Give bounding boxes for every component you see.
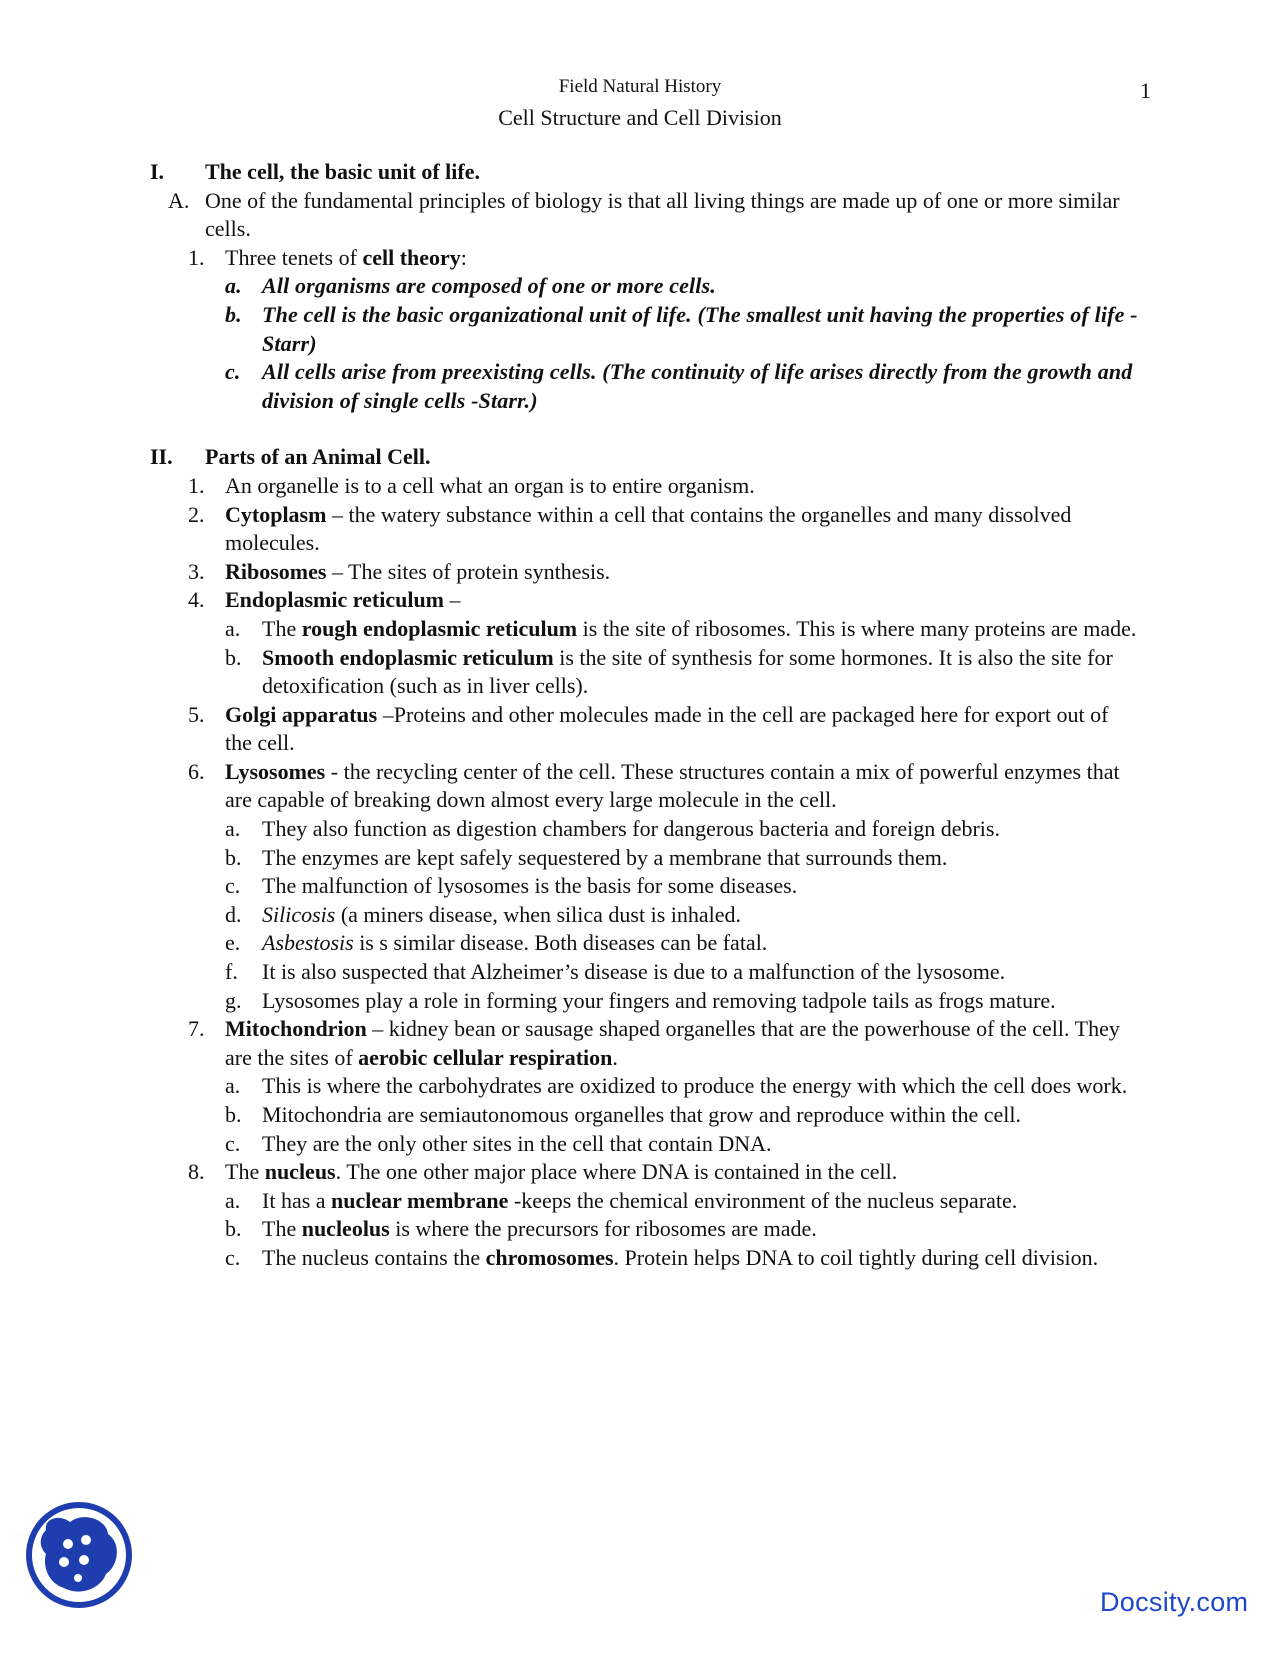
sub-item <box>0 1130 1280 1159</box>
list-marker: d. <box>225 901 242 927</box>
list-text: They also function as digestion chambers for dangerous bacteria and foreign debris. <box>262 816 1000 842</box>
list-text: An organelle is to a cell what an organ is to entire organism. <box>225 472 755 498</box>
term: chromosomes <box>485 1244 614 1270</box>
list-item <box>0 758 1280 815</box>
list-text: The nucleus contains the chromosomes. Protein helps DNA to coil tightly during cell division. <box>262 1244 1099 1270</box>
term: Lysosomes <box>225 758 326 784</box>
list-marker: b. <box>225 644 242 670</box>
document-title: Cell Structure and Cell Division <box>498 105 782 130</box>
list-text: The rough endoplasmic reticulum is the site of ribosomes. This is where many proteins are made. <box>262 615 1137 641</box>
list-item <box>0 472 1280 501</box>
term: Golgi apparatus <box>225 701 378 727</box>
list-marker: e. <box>225 930 241 956</box>
list-marker: 6. <box>188 758 205 784</box>
list-text: The enzymes are kept safely sequestered by a membrane that surrounds them. <box>262 844 948 870</box>
list-marker: c. <box>225 873 241 899</box>
list-marker: A. <box>168 187 190 213</box>
list-marker: f. <box>225 959 238 985</box>
sub-item <box>0 958 1280 987</box>
term: Silicosis <box>262 901 336 927</box>
list-marker: g. <box>225 987 242 1013</box>
section-marker: II. <box>150 444 173 470</box>
sub-item <box>0 615 1280 644</box>
sub-item <box>0 644 1280 701</box>
list-text: The nucleus. The one other major place where DNA is contained in the cell. <box>225 1159 898 1185</box>
list-text: One of the fundamental principles of biology is that all living things are made up of one or more similar cells. <box>205 187 1120 242</box>
document-body <box>0 158 1280 1273</box>
course-title: Field Natural History <box>558 76 722 97</box>
sub-item <box>0 1215 1280 1244</box>
list-text: Three tenets of cell theory: <box>225 244 467 270</box>
list-marker: a. <box>225 615 241 641</box>
list-text: Silicosis (a miners disease, when silica dust is inhaled. <box>262 901 742 927</box>
term: nucleus <box>264 1159 336 1185</box>
list-text: Golgi apparatus –Proteins and other molecules made in the cell are packaged here for export out of the cell. <box>225 701 1109 756</box>
term: nucleolus <box>301 1216 390 1242</box>
list-text: Lysosomes play a role in forming your fingers and removing tadpole tails as frogs mature. <box>262 987 1056 1013</box>
term: Asbestosis <box>262 930 354 956</box>
list-marker: a. <box>225 1073 241 1099</box>
section-title: The cell, the basic unit of life. <box>205 159 480 184</box>
section-marker: I. <box>150 159 165 184</box>
term: cell theory <box>362 244 461 270</box>
list-text: Cytoplasm – the watery substance within a cell that contains the organelles and many dissolved molecules. <box>225 501 1072 556</box>
list-text: Mitochondrion – kidney bean or sausage shaped organelles that are the powerhouse of the cell. They are the sites of aerobic cellular respiration. <box>225 1016 1120 1070</box>
list-text: All cells arise from preexisting cells. (The continuity of life arises directly from the growth and division of single cells -Starr.) <box>262 359 1133 413</box>
list-marker: b. <box>225 844 242 870</box>
list-marker: 1. <box>188 244 205 270</box>
list-marker: 3. <box>188 558 205 584</box>
sub-item <box>0 929 1280 958</box>
list-item <box>0 244 1280 273</box>
term: Smooth endoplasmic reticulum <box>262 644 554 670</box>
list-text: Ribosomes – The sites of protein synthesis. <box>225 558 611 584</box>
list-text: Smooth endoplasmic reticulum is the site of synthesis for some hormones. It is also the site for detoxification (such as in liver cells). <box>262 644 1113 699</box>
sub-item <box>0 1101 1280 1130</box>
list-text: It has a nuclear membrane -keeps the chemical environment of the nucleus separate. <box>262 1187 1018 1213</box>
list-item <box>0 701 1280 758</box>
sub-item <box>0 987 1280 1016</box>
list-marker: 1. <box>188 472 205 498</box>
list-item <box>0 1158 1280 1187</box>
term: aerobic cellular respiration <box>358 1044 613 1070</box>
list-text: This is where the carbohydrates are oxidized to produce the energy with which the cell does work. <box>262 1073 1128 1099</box>
section-2-heading <box>0 443 1280 472</box>
list-marker: b. <box>225 1102 242 1127</box>
sub-item <box>0 1244 1280 1273</box>
sub-item <box>0 901 1280 930</box>
term: Endoplasmic reticulum <box>225 587 445 613</box>
list-text: The malfunction of lysosomes is the basis for some diseases. <box>262 873 798 899</box>
term: Mitochondrion <box>225 1016 367 1042</box>
list-text: The cell is the basic organizational unit of life. (The smallest unit having the properties of life - Starr) <box>262 301 1138 356</box>
list-marker: b. <box>225 301 242 327</box>
list-marker: a. <box>225 273 242 299</box>
section-title: Parts of an Animal Cell. <box>205 444 431 470</box>
section-1-heading <box>0 158 1280 187</box>
list-text: Mitochondria are semiautonomous organelles that grow and reproduce within the cell. <box>262 1102 1021 1127</box>
list-marker: a. <box>225 1187 241 1213</box>
list-marker: c. <box>225 1244 241 1270</box>
tenet-item <box>0 301 1280 358</box>
list-text: Asbestosis is s similar disease. Both diseases can be fatal. <box>262 930 768 956</box>
list-text: It is also suspected that Alzheimer’s disease is due to a malfunction of the lysosome. <box>262 959 1006 985</box>
list-item <box>0 1015 1280 1072</box>
list-marker: 5. <box>188 701 205 727</box>
tenet-item <box>0 272 1280 301</box>
list-text: The nucleolus is where the precursors for ribosomes are made. <box>262 1216 817 1242</box>
list-text: All organisms are composed of one or more cells. <box>262 273 716 299</box>
list-marker: c. <box>225 1130 241 1156</box>
list-marker: 4. <box>188 587 205 613</box>
list-item <box>0 187 1280 244</box>
term: nuclear membrane <box>331 1187 509 1213</box>
list-marker: c. <box>225 359 241 385</box>
docsity-logo-icon[interactable] <box>24 1500 134 1610</box>
term: Cytoplasm <box>225 501 327 527</box>
sub-item <box>0 872 1280 901</box>
page-number: 1 <box>1140 78 1151 103</box>
list-text: They are the only other sites in the cell that contain DNA. <box>262 1130 772 1156</box>
sub-item <box>0 844 1280 873</box>
list-marker: 7. <box>188 1016 205 1042</box>
list-text: Lysosomes - the recycling center of the cell. These structures contain a mix of powerful enzymes that are capable of breaking down almost every large molecule in the cell. <box>225 758 1120 813</box>
list-marker: b. <box>225 1216 242 1242</box>
list-marker: 8. <box>188 1159 205 1185</box>
sub-item <box>0 1072 1280 1101</box>
list-marker: 2. <box>188 501 205 527</box>
list-text: Endoplasmic reticulum – <box>225 587 461 613</box>
list-item <box>0 501 1280 558</box>
list-item <box>0 558 1280 587</box>
term: rough endoplasmic reticulum <box>301 615 578 641</box>
sub-item <box>0 815 1280 844</box>
docsity-brand-link[interactable]: Docsity.com <box>1100 1587 1249 1617</box>
list-item <box>0 586 1280 615</box>
sub-item <box>0 1187 1280 1216</box>
list-marker: a. <box>225 816 241 842</box>
term: Ribosomes <box>225 558 327 584</box>
tenet-item <box>0 358 1280 415</box>
